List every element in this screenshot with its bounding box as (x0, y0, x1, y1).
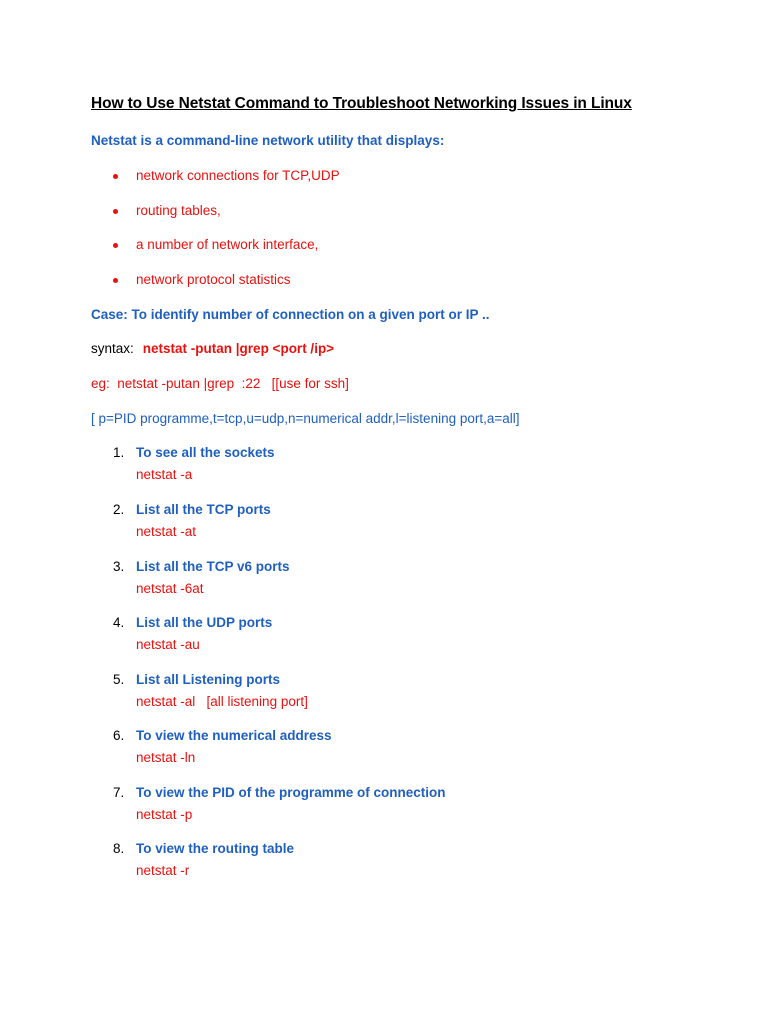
step-number: 8. (113, 841, 125, 856)
step-number: 4. (113, 615, 125, 630)
step-heading: To view the PID of the programme of connection (136, 785, 446, 800)
step-number: 7. (113, 785, 125, 800)
bullet-text: network connections for TCP,UDP (136, 168, 340, 183)
step-heading: To view the numerical address (136, 728, 332, 743)
flags-legend: [ p=PID programme,t=tcp,u=udp,n=numerical addr,l=listening port,a=all] (91, 411, 520, 426)
step-heading: To view the routing table (136, 841, 295, 856)
step-number: 1. (113, 445, 125, 460)
bullet-icon (113, 209, 118, 214)
step-command: netstat -al [all listening port] (136, 694, 308, 709)
step-heading: List all the TCP ports (136, 502, 271, 517)
step-number: 5. (113, 672, 125, 687)
step-command: netstat -ln (136, 750, 196, 765)
syntax-line (91, 341, 334, 356)
step-heading: List all the UDP ports (136, 615, 273, 630)
bullet-text: routing tables, (136, 203, 221, 218)
step-number: 2. (113, 502, 125, 517)
step-number: 6. (113, 728, 125, 743)
step-command: netstat -a (136, 467, 193, 482)
step-number: 3. (113, 559, 125, 574)
step-heading: List all the TCP v6 ports (136, 559, 290, 574)
bullet-text: network protocol statistics (136, 272, 291, 287)
bullet-icon (113, 243, 118, 248)
bullet-icon (113, 174, 118, 179)
step-heading: List all Listening ports (136, 672, 281, 687)
step-command: netstat -6at (136, 581, 204, 596)
step-command: netstat -p (136, 807, 193, 822)
intro-text: Netstat is a command-line network utility that displays: (91, 133, 445, 148)
page-title: How to Use Netstat Command to Troubleshoot Networking Issues in Linux (91, 95, 632, 112)
case-heading: Case: To identify number of connection on a given port or IP .. (91, 307, 490, 322)
step-command: netstat -au (136, 637, 200, 652)
syntax-label: syntax: (91, 341, 134, 356)
example-line: eg: netstat -putan |grep :22 [[use for ssh] (91, 376, 349, 391)
bullet-text: a number of network interface, (136, 237, 319, 252)
bullet-icon (113, 278, 118, 283)
step-command: netstat -r (136, 863, 190, 878)
step-heading: To see all the sockets (136, 445, 275, 460)
syntax-command: netstat -putan |grep <port /ip> (142, 341, 335, 356)
step-command: netstat -at (136, 524, 197, 539)
